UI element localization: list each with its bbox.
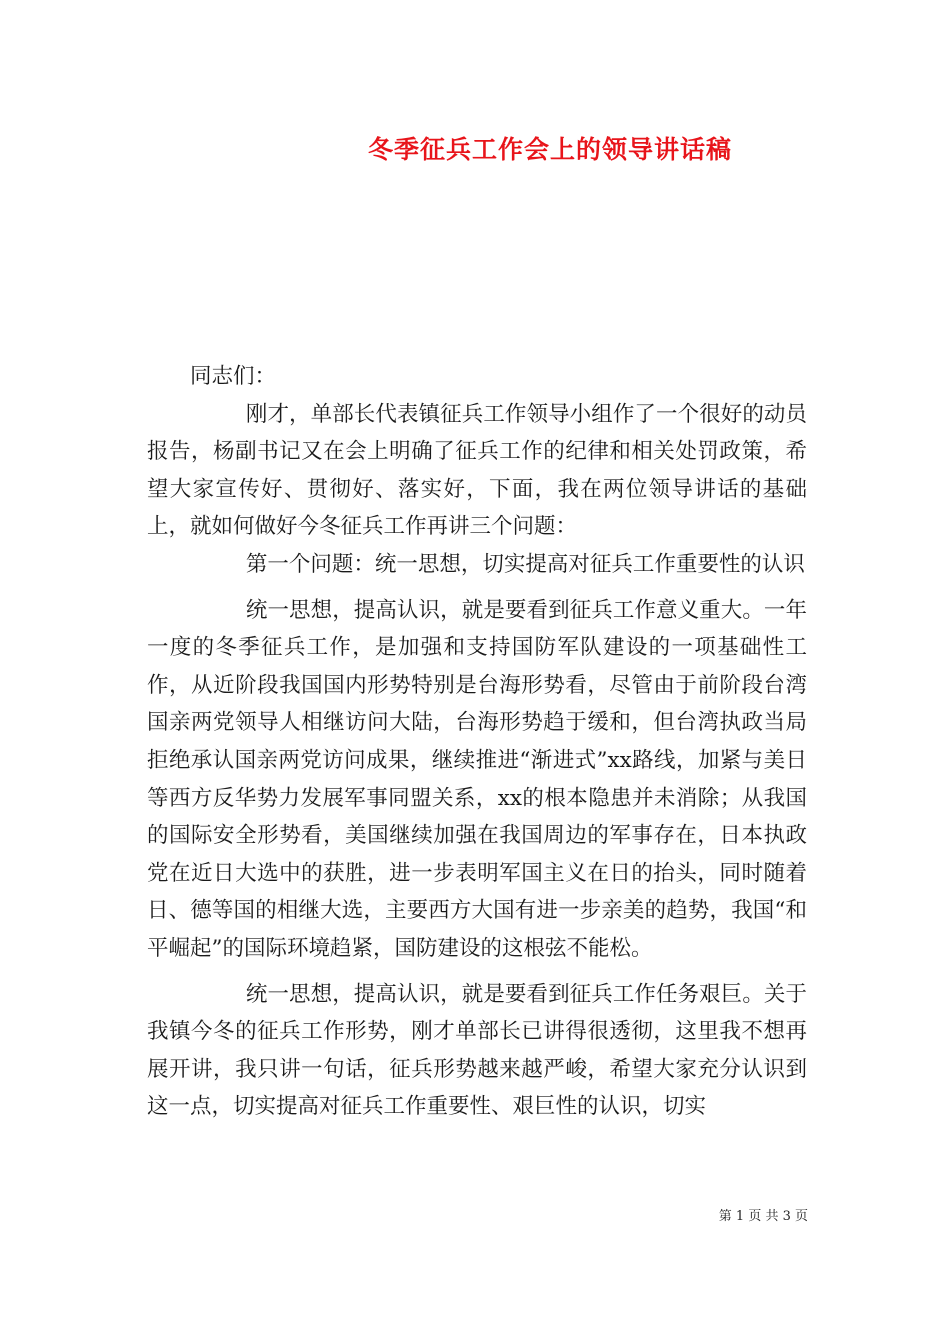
document-body	[147, 358, 807, 1126]
body-paragraph: 统一思想，提高认识，就是要看到征兵工作任务艰巨。关于我镇今冬的征兵工作形势，刚才单部长已讲得很透彻，这里我不想再展开讲，我只讲一句话，征兵形势越来越严峻，希望大家充分认识到这一点，切实提高对征兵工作重要性、艰巨性的认识，切实	[147, 981, 807, 1120]
section-heading-paragraph: 第一个问题：统一思想，切实提高对征兵工作重要性的认识	[245, 551, 805, 577]
document-title: 冬季征兵工作会上的领导讲话稿	[367, 135, 732, 164]
page-number-footer: 第 1 页 共 3 页	[718, 1209, 808, 1224]
greeting-paragraph: 同志们：	[190, 364, 277, 389]
body-paragraph: 统一思想，提高认识，就是要看到征兵工作意义重大。一年一度的冬季征兵工作，是加强和支持国防军队建设的一项基础性工作，从近阶段我国国内形势特别是台海形势看，尽管由于前阶段台湾国亲两党领导人相继访问大陆，台海形势趋于缓和，但台湾执政当局拒绝承认国亲两党访问成果，继续推进“渐进式”xx路线，加紧与美日等西方反华势力发展军事同盟关系，xx的根本隐患并未消除；从我国的国际安全形势看，美国继续加强在我国周边的军事存在，日本执政党在近日大选中的获胜，进一步表明军国主义在日的抬头，同时随着日、德等国的相继大选，主要西方大国有进一步亲美的趋势，我国“和平崛起”的国际环境趋紧，国防建设的这根弦不能松。	[147, 597, 807, 961]
body-paragraph: 刚才，单部长代表镇征兵工作领导小组作了一个很好的动员报告，杨副书记又在会上明确了征兵工作的纪律和相关处罚政策，希望大家宣传好、贯彻好、落实好，下面，我在两位领导讲话的基础上，就如何做好今冬征兵工作再讲三个问题：	[147, 401, 807, 540]
